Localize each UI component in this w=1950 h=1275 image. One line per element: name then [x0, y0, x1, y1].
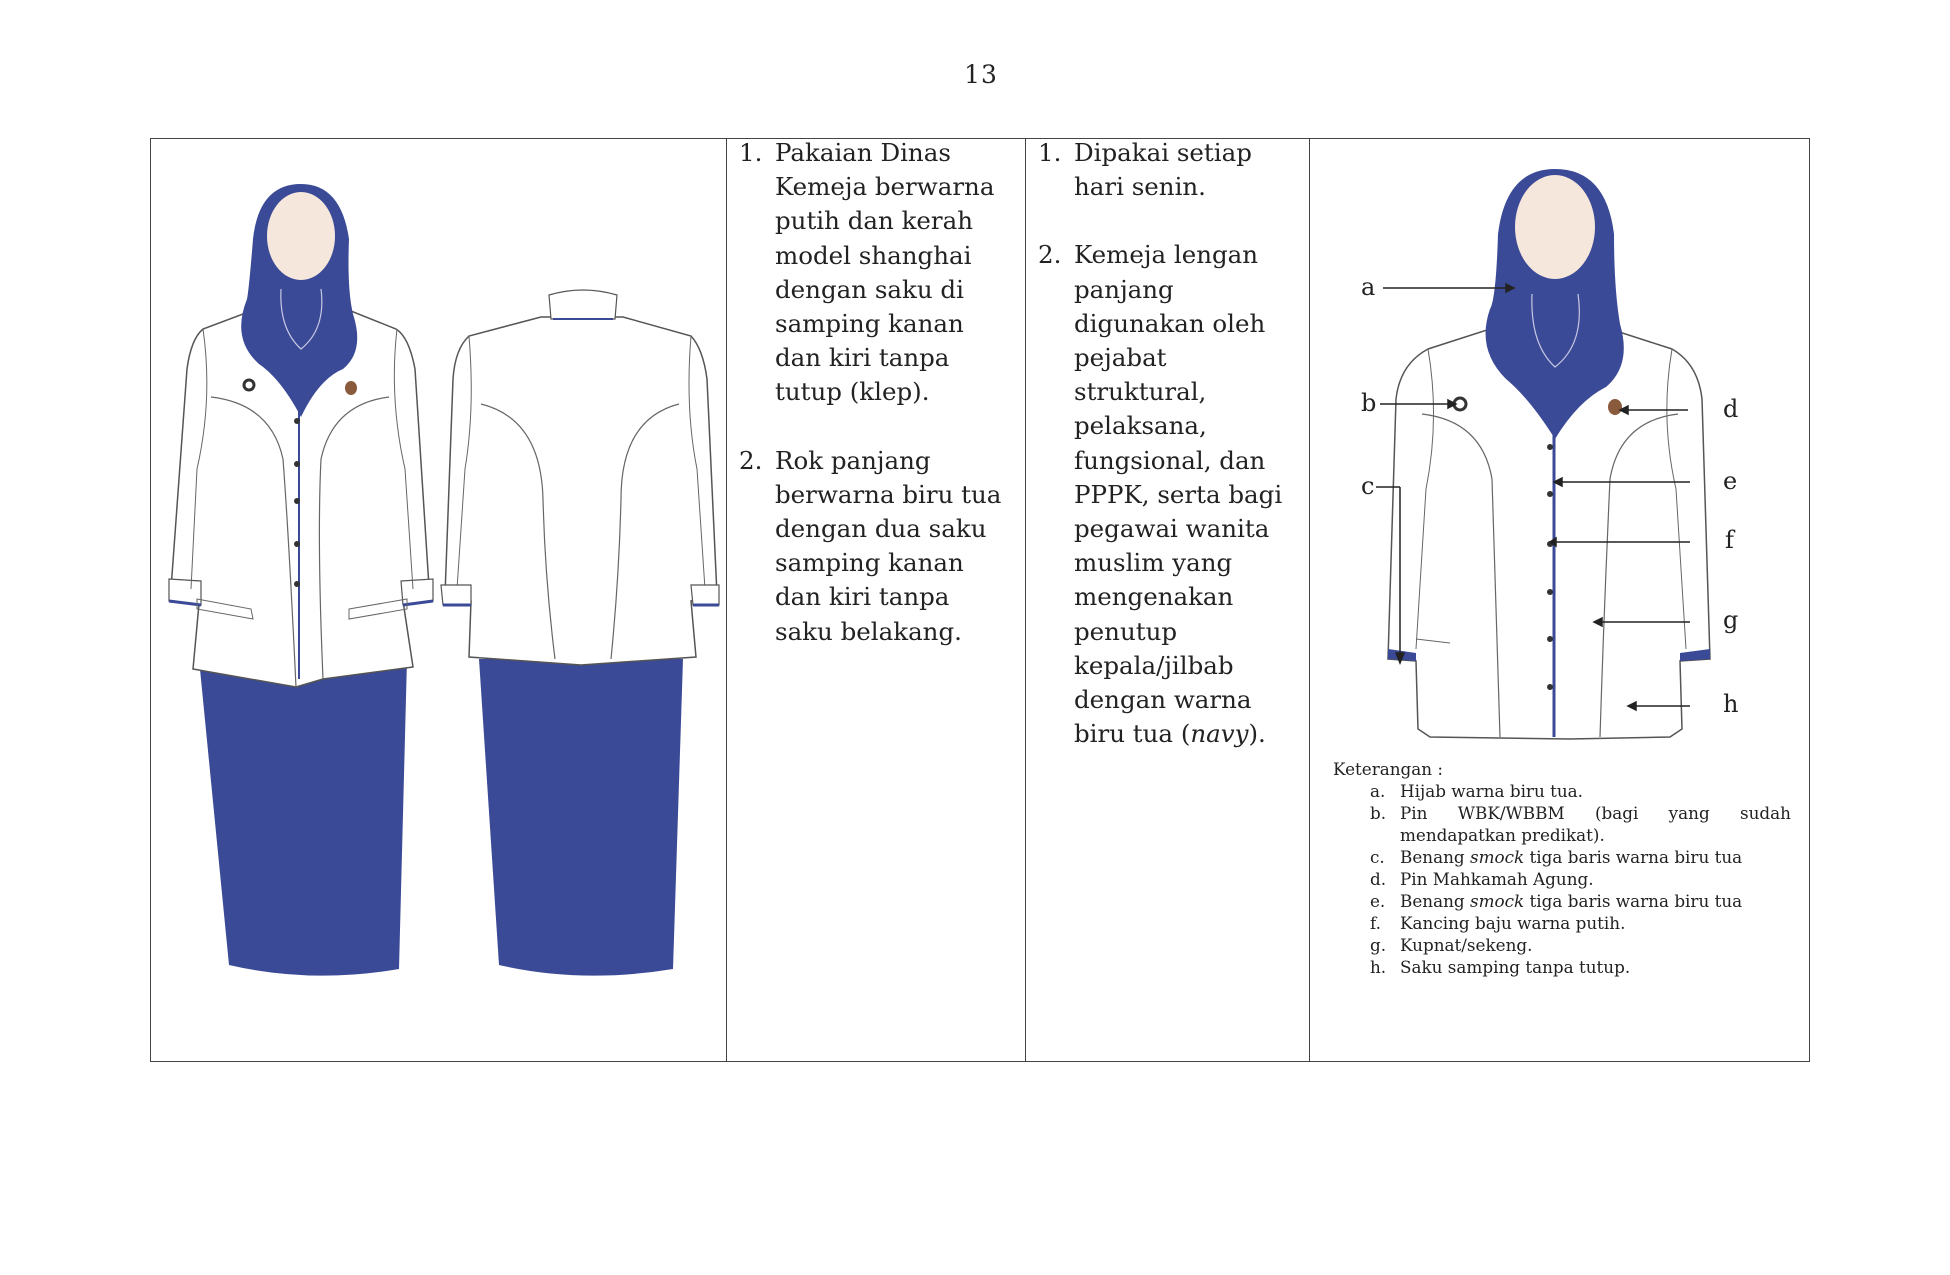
detail-pin-ma [1608, 399, 1622, 415]
front-figure [169, 184, 433, 976]
back-figure [441, 290, 719, 976]
callout-e: e [1723, 467, 1738, 495]
description-item-1-text: Pakaian Dinas Kemeja berwarna putih dan kerah model shanghai dengan saku di samping kanan dan kiri tanpa tutup (klep). [775, 138, 995, 407]
callout-f: f [1725, 526, 1734, 554]
legend-item-a: a. Hijab warna biru tua. [1370, 781, 1583, 801]
callout-d: d [1723, 395, 1739, 423]
detail-face [1515, 175, 1595, 279]
legend-title: Keterangan : [1333, 759, 1444, 779]
description-item-2-text: Rok panjang berwarna biru tua dengan dua saku samping kanan dan kiri tanpa saku belakang. [775, 445, 1002, 646]
description-cell [727, 139, 1026, 1061]
callout-b: b [1361, 389, 1377, 417]
legend-item-e: e. Benang smock tiga baris warna biru tua [1370, 891, 1743, 911]
legend-item-f: f. Kancing baju warna putih. [1370, 913, 1626, 933]
legend-item-c: c. Benang smock tiga baris warna biru tua [1370, 847, 1743, 867]
description-item-1: 1. Pakaian Dinas Kemeja berwarna putih dan kerah model shanghai dengan saku di samping kanan dan kiri tanpa tutup (klep). [727, 136, 1025, 410]
back-jacket [445, 317, 717, 665]
usage-item-1-text: Dipakai setiap hari senin. [1074, 138, 1252, 202]
callout-c: c [1361, 472, 1375, 500]
legend-item-b: b. Pin WBK/WBBM (bagi yang sudah mendapatkan predikat). [1370, 803, 1791, 845]
legend-item-d: d. Pin Mahkamah Agung. [1370, 869, 1594, 889]
legend-item-h: h. Saku samping tanpa tutup. [1370, 957, 1631, 977]
description-item-2: 2. Rok panjang berwarna biru tua dengan dua saku samping kanan dan kiri tanpa saku belakang. [727, 444, 1025, 649]
description-list [727, 136, 1025, 649]
usage-cell [1026, 139, 1310, 1061]
usage-item-2: 2. Kemeja lengan panjang digunakan oleh pejabat struktural, pelaksana, fungsional, dan PPPK, serta bagi pegawai wanita muslim yang mengenakan penutup kepala/jilbab dengan warna biru tua (navy). [1026, 238, 1309, 751]
front-pin-ma [345, 381, 357, 395]
legend-item-g: g. Kupnat/sekeng. [1370, 935, 1533, 955]
front-face [267, 192, 335, 280]
back-skirt [479, 659, 683, 976]
callout-a: a [1361, 273, 1376, 301]
uniform-front-back-illustration [151, 139, 727, 1063]
illustration-front-back-cell [151, 139, 727, 1061]
usage-item-1: 1. Dipakai setiap hari senin. [1026, 136, 1309, 204]
front-skirt [199, 659, 407, 976]
callout-h: h [1723, 690, 1739, 718]
page-number: 13 [964, 60, 998, 89]
front-pin-wbk [244, 380, 254, 390]
legend [1333, 758, 1791, 978]
usage-item-2-text: Kemeja lengan panjang digunakan oleh pejabat struktural, pelaksana, fungsional, dan PPPK, serta bagi pegawai wanita muslim yang mengenakan penutup kepala/jilbab dengan warna biru tua (navy). [1074, 240, 1283, 749]
callout-g: g [1723, 606, 1739, 634]
usage-list [1026, 136, 1309, 751]
